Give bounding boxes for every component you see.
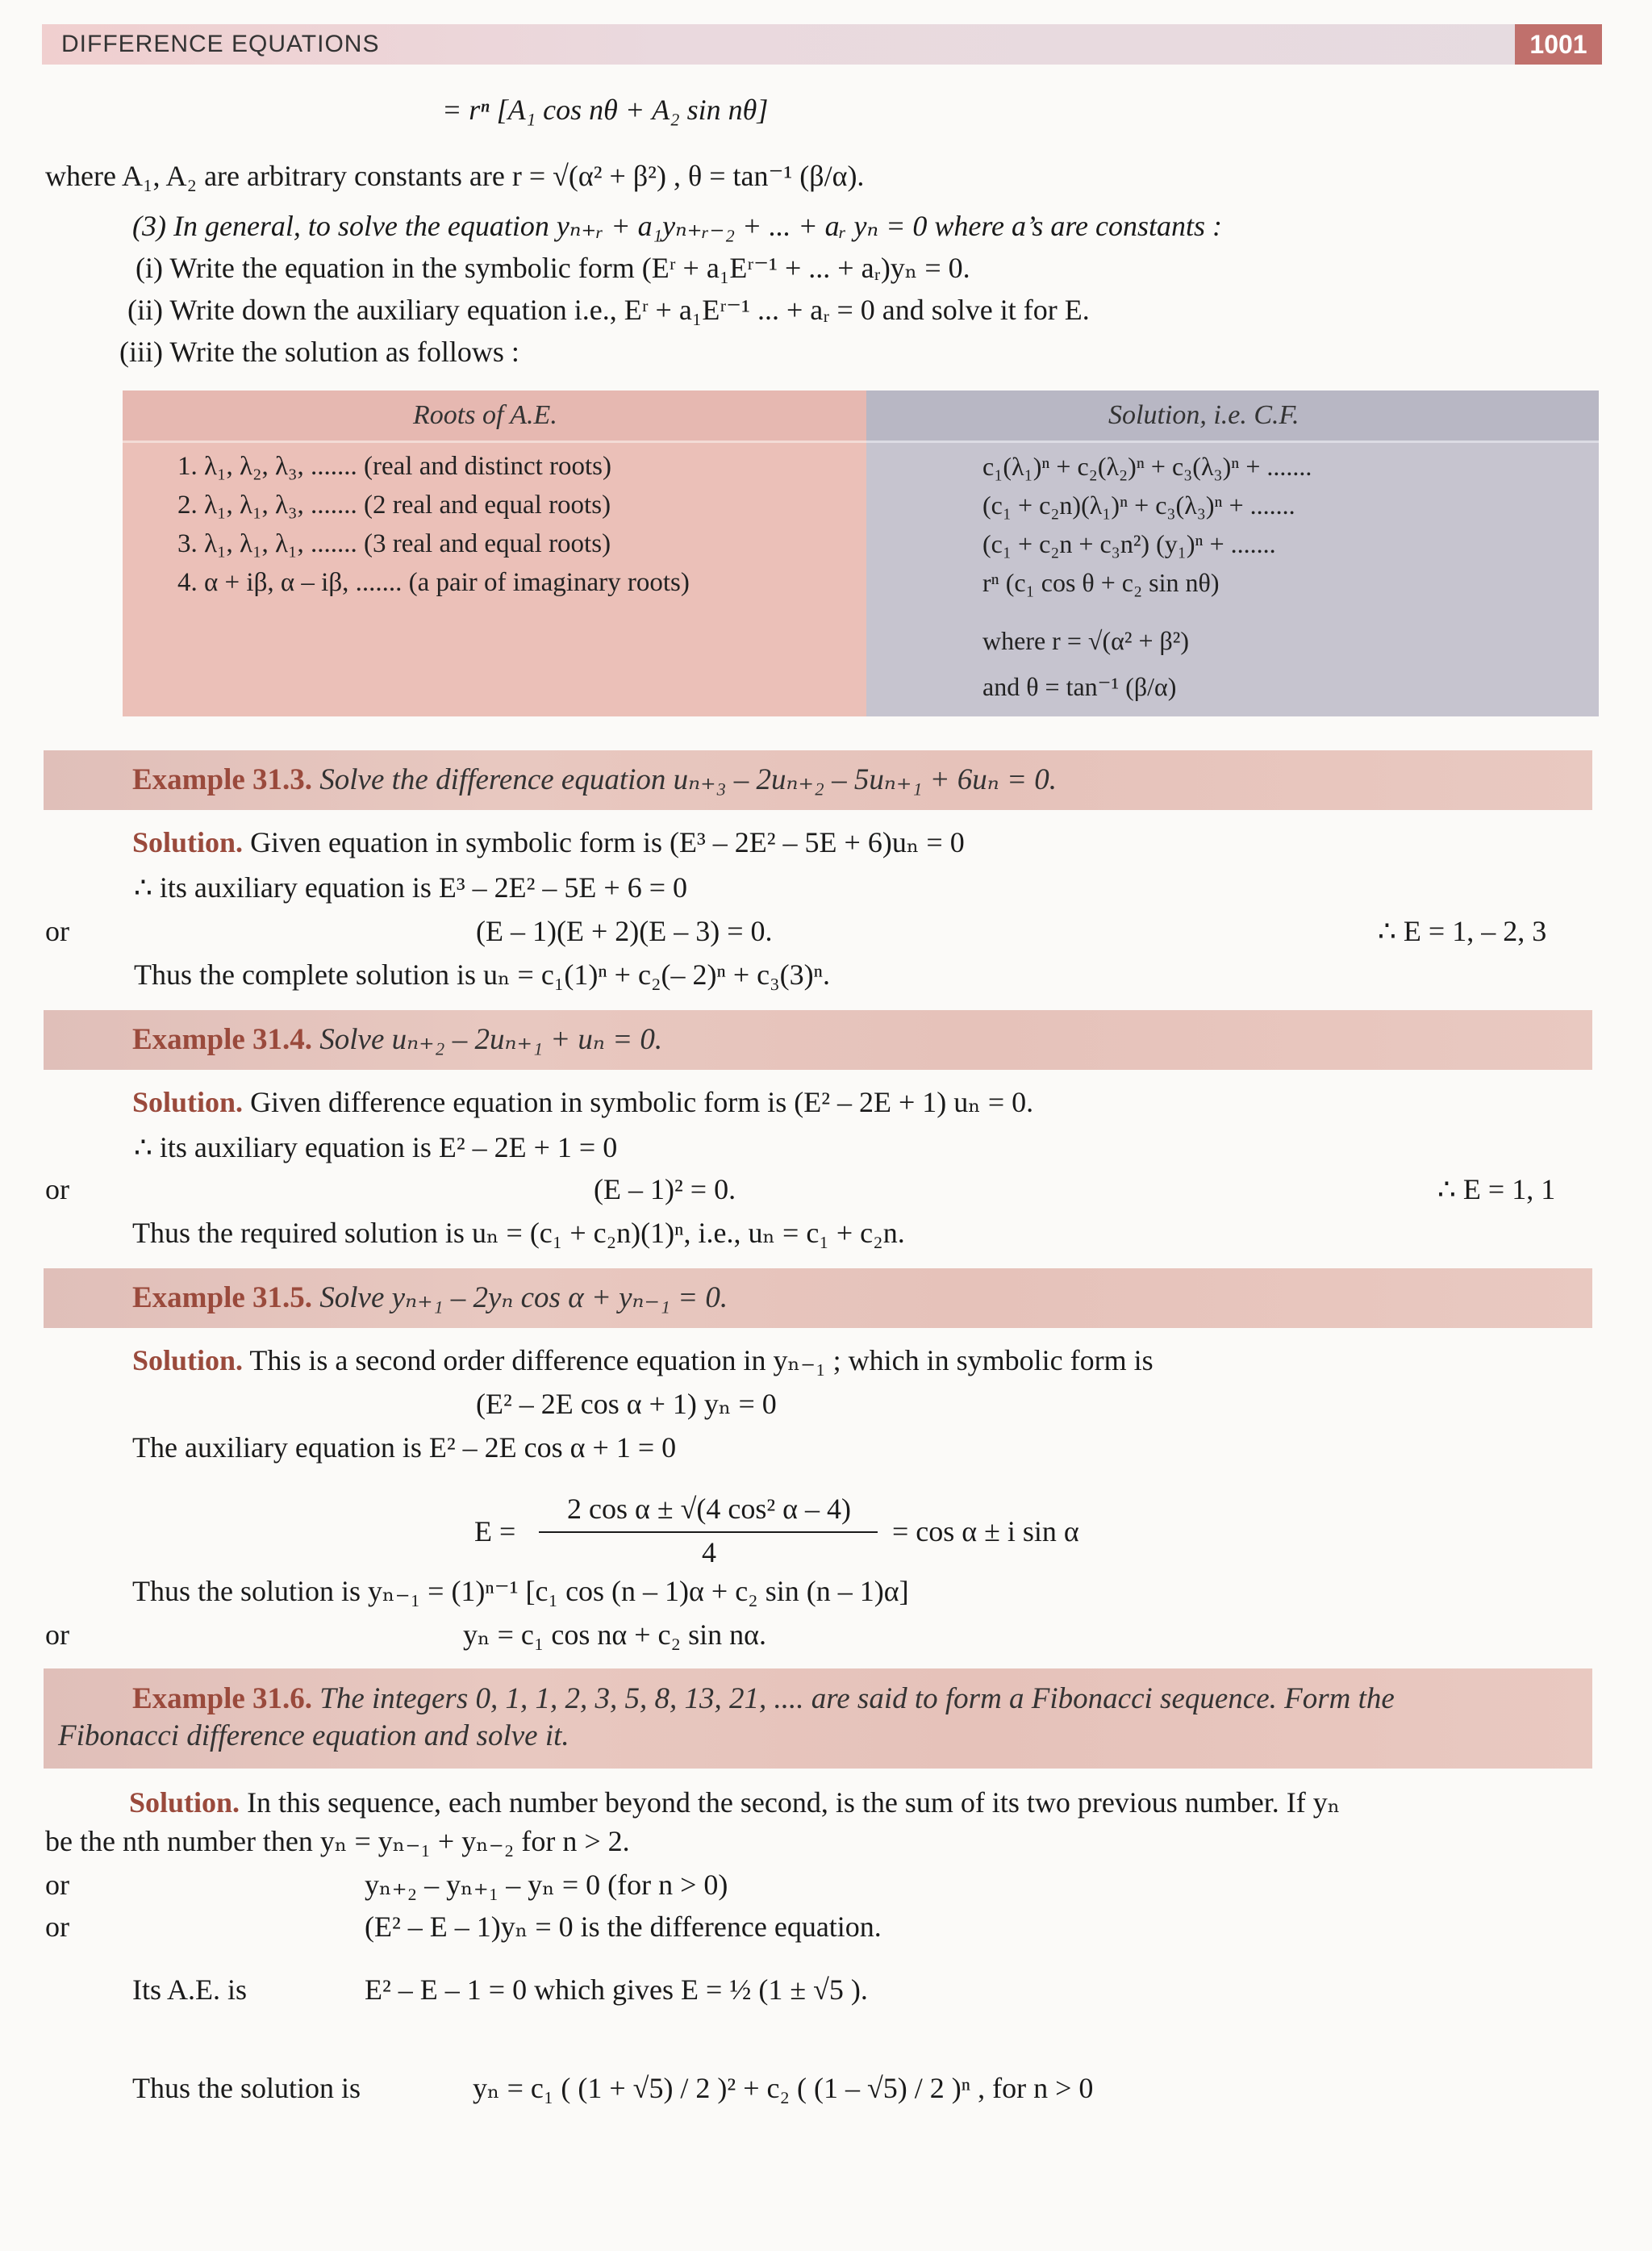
example-31-6-solution-line-1: [129, 1785, 1340, 1820]
example-31-3-line-4: Thus the complete solution is uₙ = c₁(1)ⁿ + c₂(– 2)ⁿ + c₃(3)ⁿ.: [134, 958, 830, 991]
roots-row: 3. λ₁, λ₁, λ₁, ....... (3 real and equal roots): [177, 529, 611, 558]
roots-table: [123, 390, 1599, 716]
example-statement: Solve yₙ₊₁ – 2yₙ cos α + yₙ₋₁ = 0.: [319, 1281, 728, 1314]
running-header-title: DIFFERENCE EQUATIONS: [61, 31, 380, 57]
or-label: or: [45, 915, 69, 947]
e-equals: E =: [474, 1515, 516, 1547]
example-31-3-line-3: (E – 1)(E + 2)(E – 3) = 0.: [476, 915, 773, 947]
final-solution-equation: yₙ = c₁ ( (1 + √5) / 2 )² + c₂ ( (1 – √5) / 2 )ⁿ , for n > 0: [473, 2072, 1094, 2104]
roots-row: 2. λ₁, λ₁, λ₃, ....... (2 real and equal roots): [177, 491, 611, 520]
solution-text: In this sequence, each number beyond the second, is the sum of its two previous number. If yₙ: [247, 1786, 1341, 1819]
roots-row: 1. λ₁, λ₂, λ₃, ....... (real and distinct roots): [177, 452, 612, 481]
page-number: 1001: [1515, 24, 1602, 65]
solution-row: rⁿ (c₁ cos θ + c₂ sin nθ): [982, 568, 1220, 597]
or-label: or: [45, 1618, 69, 1651]
fraction-denominator: 4: [702, 1536, 716, 1568]
intro-step-3: (iii) Write the solution as follows :: [119, 336, 519, 368]
example-31-5-solution-line-1: [132, 1343, 1153, 1378]
intro-step-1: (i) Write the equation in the symbolic form (Eʳ + a₁Eʳ⁻¹ + ... + aᵣ)yₙ = 0.: [136, 252, 970, 284]
example-label: Example 31.4.: [132, 1023, 313, 1056]
example-31-5-title: [132, 1280, 728, 1315]
example-31-6-line-4: (E² – E – 1)yₙ = 0 is the difference equation.: [365, 1911, 882, 1943]
or-label: or: [45, 1869, 69, 1901]
example-31-3-line-2: ∴ its auxiliary equation is E³ – 2E² – 5E + 6 = 0: [134, 871, 688, 904]
roots-row: 4. α + iβ, α – iβ, ....... (a pair of imaginary roots): [177, 568, 690, 597]
solution-header: Solution, i.e. C.F.: [1108, 400, 1299, 430]
example-31-3-roots: ∴ E = 1, – 2, 3: [1378, 915, 1547, 947]
solution-row: where r = √(α² + β²): [982, 626, 1190, 655]
intro-where-line: where A₁, A₂ are arbitrary constants are r = √(α² + β²) , θ = tan⁻¹ (β/α).: [45, 160, 865, 192]
intro-equation: = rⁿ [A₁ cos nθ + A₂ sin nθ]: [442, 94, 769, 126]
example-statement: The integers 0, 1, 1, 2, 3, 5, 8, 13, 21, .... are said to form a Fibonacci sequence. Form the: [319, 1682, 1395, 1715]
solution-row: (c₁ + c₂n + c₃n²) (y₁)ⁿ + .......: [982, 529, 1276, 558]
example-31-4-line-2: ∴ its auxiliary equation is E² – 2E + 1 = 0: [134, 1131, 618, 1163]
or-label: or: [45, 1911, 69, 1943]
solution-label: Solution.: [132, 1086, 244, 1118]
ae-equation: E² – E – 1 = 0 which gives E = ½ (1 ± √5 ).: [365, 1973, 868, 2006]
example-label: Example 31.6.: [132, 1682, 313, 1715]
fraction-bar: [539, 1531, 878, 1533]
example-31-4-line-4: Thus the required solution is uₙ = (c₁ + c₂n)(1)ⁿ, i.e., uₙ = c₁ + c₂n.: [132, 1217, 905, 1249]
solution-label: Solution.: [129, 1786, 240, 1819]
example-31-6-line-2: be the nth number then yₙ = yₙ₋₁ + yₙ₋₂ for n > 2.: [45, 1825, 630, 1857]
solution-text: Given difference equation in symbolic form is (E² – 2E + 1) uₙ = 0.: [250, 1086, 1034, 1118]
roots-header: Roots of A.E.: [413, 400, 557, 430]
solution-row: c₁(λ₁)ⁿ + c₂(λ₂)ⁿ + c₃(λ₃)ⁿ + .......: [982, 452, 1312, 481]
e-result: = cos α ± i sin α: [892, 1515, 1079, 1547]
example-31-4-title: [132, 1021, 662, 1057]
or-label: or: [45, 1173, 69, 1205]
example-31-5-symbolic-form: (E² – 2E cos α + 1) yₙ = 0: [476, 1388, 777, 1420]
example-31-5-line-4: Thus the solution is yₙ₋₁ = (1)ⁿ⁻¹ [c₁ cos (n – 1)α + c₂ sin (n – 1)α]: [132, 1575, 909, 1607]
intro-general-line: (3) In general, to solve the equation yₙ₊ᵣ + a₁yₙ₊ᵣ₋₂ + ... + aᵣ yₙ = 0 where a’s are constants :: [132, 210, 1223, 242]
final-solution-label: Thus the solution is: [132, 2072, 361, 2104]
example-31-6-title: [132, 1681, 1395, 1716]
example-statement: Fibonacci difference equation and solve it.: [58, 1719, 569, 1752]
solution-label: Solution.: [132, 1344, 244, 1376]
example-31-5-line-5: yₙ = c₁ cos nα + c₂ sin nα.: [463, 1618, 766, 1651]
fraction-numerator: 2 cos α ± √(4 cos² α – 4): [567, 1493, 851, 1525]
example-label: Example 31.5.: [132, 1281, 313, 1314]
solution-label: Solution.: [132, 826, 244, 858]
solution-text: Given equation in symbolic form is (E³ – 2E² – 5E + 6)uₙ = 0: [250, 826, 965, 858]
example-31-6-title-cont: [58, 1719, 569, 1753]
intro-step-2: (ii) Write down the auxiliary equation i.e., Eʳ + a₁Eʳ⁻¹ ... + aᵣ = 0 and solve it for E.: [127, 294, 1090, 326]
example-31-5-auxiliary: The auxiliary equation is E² – 2E cos α + 1 = 0: [132, 1431, 677, 1464]
example-31-4-solution-line-1: [132, 1084, 1033, 1120]
solution-row: and θ = tan⁻¹ (β/α): [982, 672, 1177, 701]
example-31-6-line-3: yₙ₊₂ – yₙ₊₁ – yₙ = 0 (for n > 0): [365, 1869, 728, 1901]
example-statement: Solve the difference equation uₙ₊₃ – 2uₙ₊₂ – 5uₙ₊₁ + 6uₙ = 0.: [319, 763, 1057, 796]
example-31-4-roots: ∴ E = 1, 1: [1437, 1173, 1556, 1205]
example-31-3-title: [132, 762, 1057, 797]
solution-row: (c₁ + c₂n)(λ₁)ⁿ + c₃(λ₃)ⁿ + .......: [982, 491, 1295, 520]
example-label: Example 31.3.: [132, 763, 313, 796]
example-31-4-line-3: (E – 1)² = 0.: [594, 1173, 736, 1205]
solution-text: This is a second order difference equation in yₙ₋₁ ; which in symbolic form is: [249, 1344, 1153, 1376]
example-31-3-solution-line-1: [132, 825, 965, 860]
example-statement: Solve uₙ₊₂ – 2uₙ₊₁ + uₙ = 0.: [319, 1023, 663, 1056]
ae-label: Its A.E. is: [132, 1973, 248, 2006]
